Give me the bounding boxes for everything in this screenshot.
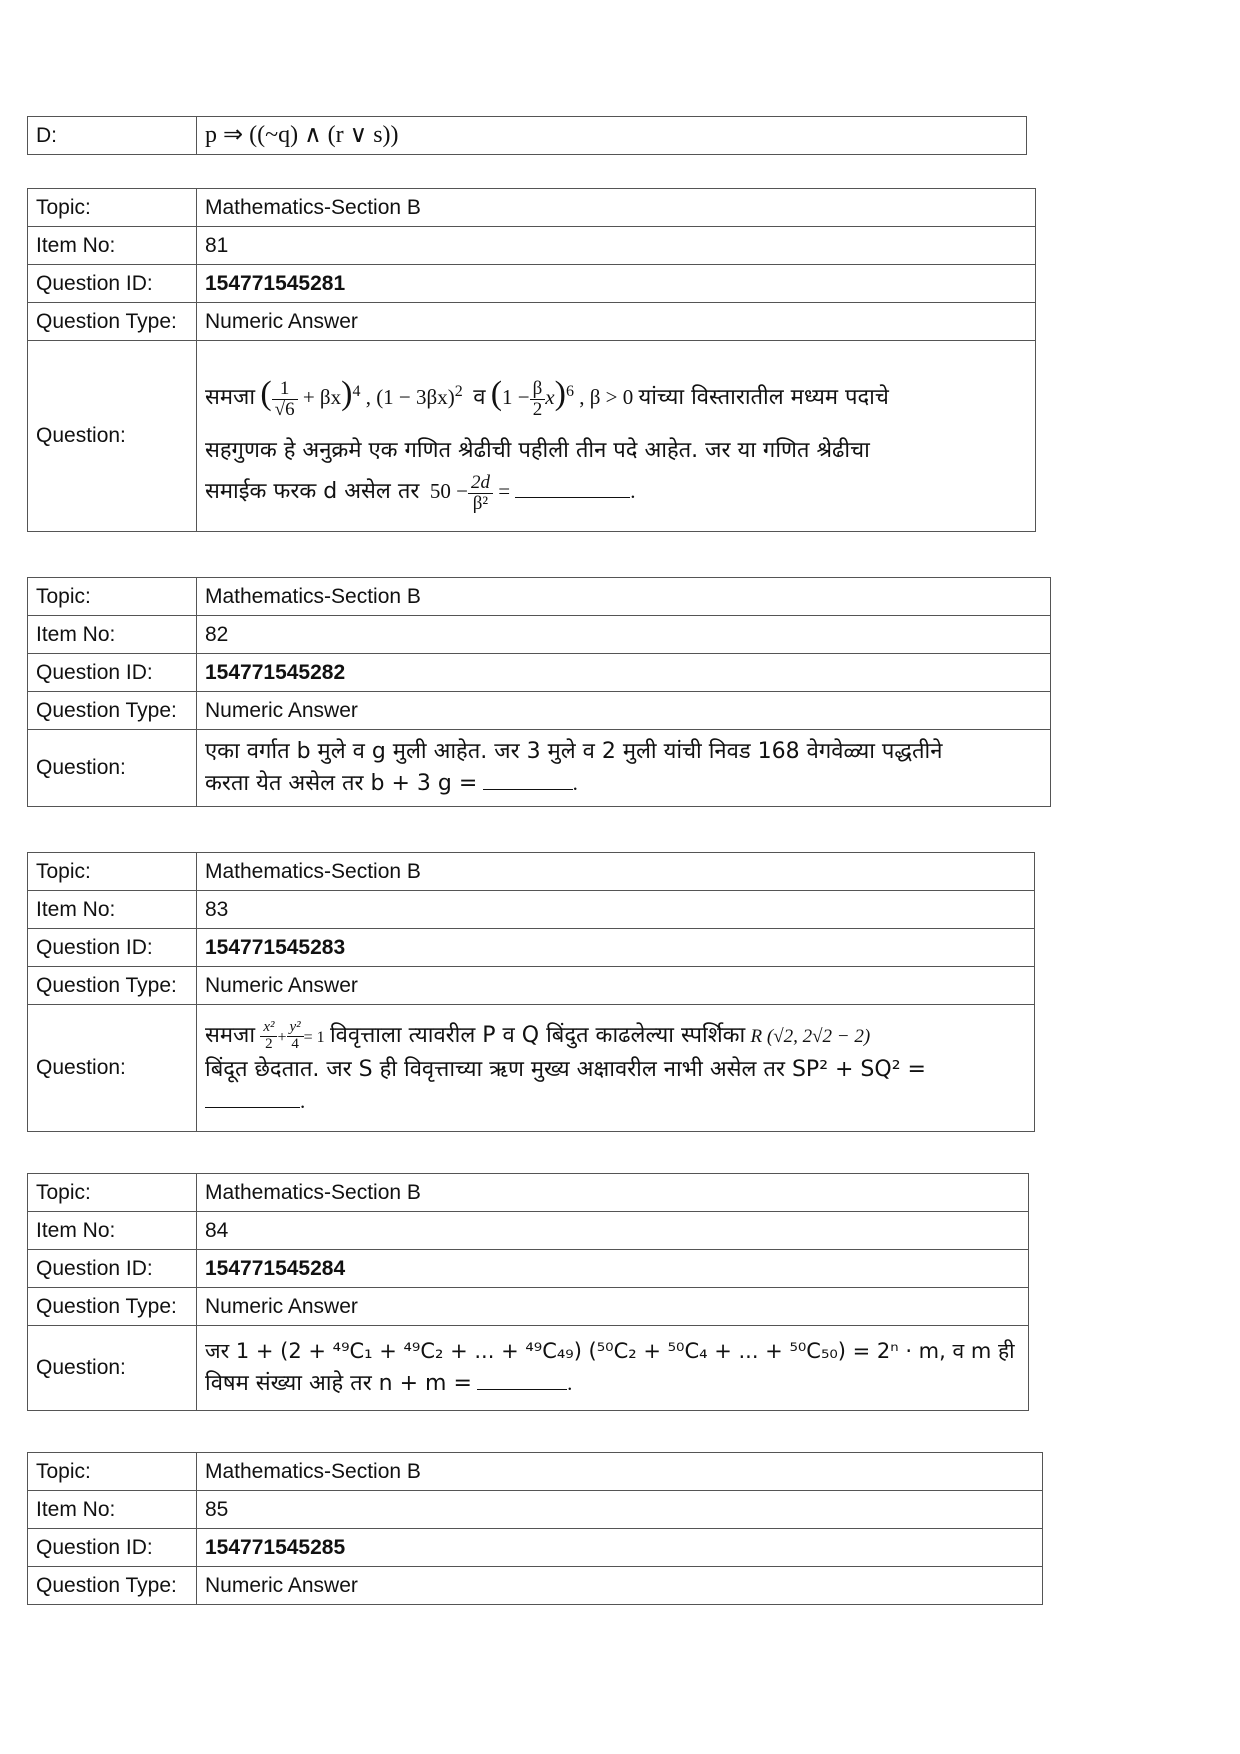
q81-text3: समाईक फरक d असेल तर (205, 479, 420, 505)
item-no-value: 82 (197, 616, 1051, 654)
topic-value: Mathematics-Section B (197, 189, 1036, 227)
topic-label: Topic: (28, 189, 197, 227)
q81-word: समजा (205, 385, 256, 411)
option-d-value: p ⇒ ((~q) ∧ (r ∨ s)) (197, 117, 1027, 155)
item-no-value: 81 (197, 227, 1036, 265)
question-type-value: Numeric Answer (197, 967, 1035, 1005)
question-type-row (28, 1567, 1043, 1605)
item-no-label: Item No: (28, 227, 197, 265)
q81-exp2: 2 (454, 383, 463, 401)
question-id-row (28, 265, 1036, 303)
q83-period: . (300, 1088, 306, 1113)
question-id-value: 154771545284 (197, 1250, 1029, 1288)
question-id-value: 154771545281 (197, 265, 1036, 303)
question-label: Question: (28, 730, 197, 807)
answer-blank (205, 1107, 300, 1108)
question-id-value: 154771545282 (197, 654, 1051, 692)
q81-exp3: 6 (565, 383, 574, 401)
q81-frac-2 (530, 379, 546, 420)
option-d-label: D: (28, 117, 197, 155)
item-no-row (28, 616, 1051, 654)
q81-exp1: 4 (352, 383, 361, 401)
topic-label: Topic: (28, 578, 197, 616)
question-type-row (28, 303, 1036, 341)
question-text: समजा ( $\frac{1}{√6}$ + βx)$^4$ , $(1 - 3\beta x)^2$ व (1 − $\frac{\beta}{2}$ x)$^6$ , β > 0 यांच्या विस्तारातील मध्यम पदाचे सहगुणक हे अनुक्रमे एक गणित श्रेढीची पहीली तीन पदे आहेत. जर या गणित श्रेढीचा समाईक फरक d असेल तर 50 − $\frac{2d}{\text{β²}}$ = . (197, 341, 1036, 532)
question-label: Question: (28, 341, 197, 532)
question-type-label: Question Type: (28, 1567, 197, 1605)
q81-frac1-num: 1 (272, 379, 298, 400)
topic-value: Mathematics-Section B (197, 1174, 1029, 1212)
question-id-row (28, 1250, 1029, 1288)
q82-text2: करता येत असेल तर b + 3 g = (205, 771, 478, 796)
question-label: Question: (28, 1005, 197, 1132)
question-type-label: Question Type: (28, 967, 197, 1005)
q83-frac1-num: x² (260, 1020, 277, 1037)
question-id-value: 154771545285 (197, 1529, 1043, 1567)
question-type-value: Numeric Answer (197, 692, 1051, 730)
q81-frac2-num: β (530, 379, 546, 400)
question-type-value: Numeric Answer (197, 303, 1036, 341)
q83-frac2-num: y² (287, 1020, 304, 1037)
topic-row (28, 1174, 1029, 1212)
q81-term3a: 1 − (502, 385, 530, 410)
item-no-label: Item No: (28, 891, 197, 929)
q81-frac-1 (272, 379, 298, 420)
q84-text2: विषम संख्या आहे तर n + m = (205, 1371, 472, 1397)
q84-text1: जर 1 + (2 + ⁴⁹C₁ + ⁴⁹C₂ + ... + ⁴⁹C₄₉) (⁵⁰C₂ + ⁵⁰C₄ + ... + ⁵⁰C₅₀) = 2ⁿ · m, व m ही (205, 1338, 1015, 1363)
q81-and: व (473, 385, 486, 411)
q83-word: समजा (205, 1022, 256, 1048)
item-no-row (28, 1212, 1029, 1250)
question-type-row (28, 1288, 1029, 1326)
question-type-label: Question Type: (28, 303, 197, 341)
question-row (28, 341, 1036, 532)
question-type-label: Question Type: (28, 1288, 197, 1326)
item-no-row (28, 227, 1036, 265)
question-id-value: 154771545283 (197, 929, 1035, 967)
question-id-row (28, 929, 1035, 967)
q81-term2: , (1 − 3βx) (365, 385, 455, 410)
q81-cond: , β > 0 (579, 385, 634, 410)
q83-frac-1 (260, 1020, 277, 1053)
q82-period: . (572, 771, 578, 795)
question-id-label: Question ID: (28, 929, 197, 967)
topic-row (28, 189, 1036, 227)
topic-value: Mathematics-Section B (197, 853, 1035, 891)
question-label: Question: (28, 1326, 197, 1411)
answer-blank (515, 497, 630, 498)
question-text (197, 1005, 1035, 1132)
q81-frac2-den: 2 (532, 398, 543, 420)
question-table-85 (27, 1452, 1043, 1605)
topic-row (28, 578, 1051, 616)
answer-blank (477, 1389, 567, 1390)
topic-value: Mathematics-Section B (197, 578, 1051, 616)
topic-label: Topic: (28, 853, 197, 891)
q83-frac-2 (287, 1020, 304, 1053)
option-d-table (27, 116, 1027, 155)
item-no-value: 84 (197, 1212, 1029, 1250)
q81-text2: सहगुणक हे अनुक्रमे एक गणित श्रेढीची पहीली तीन पदे आहेत. जर या गणित श्रेढीचा (205, 438, 870, 464)
question-text (197, 1326, 1029, 1411)
topic-label: Topic: (28, 1174, 197, 1212)
q83-text2: बिंदूत छेदतात. जर S ही विवृत्ताच्या ऋण मुख्य अक्षावरील नाभी असेल तर SP² + SQ² = (205, 1056, 926, 1082)
question-type-label: Question Type: (28, 692, 197, 730)
q82-text1: एका वर्गात b मुले व g मुली आहेत. जर 3 मुले व 2 मुली यांची निवड 168 वेगवेळ्या पद्धतीने (205, 739, 943, 765)
q81-period: . (630, 479, 636, 504)
item-no-row (28, 1491, 1043, 1529)
q81-frac-3 (468, 473, 493, 514)
question-type-value: Numeric Answer (197, 1567, 1043, 1605)
question-row (28, 730, 1051, 807)
q83-point: R (√2, 2√2 − 2) (750, 1025, 871, 1047)
question-text (197, 730, 1051, 807)
question-row (28, 1005, 1035, 1132)
q83-plus: + (277, 1028, 287, 1046)
q81-text1: यांच्या विस्तारातील मध्यम पदाचे (638, 385, 889, 411)
question-table-82 (27, 577, 1051, 807)
question-id-label: Question ID: (28, 654, 197, 692)
question-id-label: Question ID: (28, 1250, 197, 1288)
q84-period: . (567, 1371, 573, 1396)
question-table-83 (27, 852, 1035, 1132)
question-id-row (28, 654, 1051, 692)
question-table-84 (27, 1173, 1029, 1411)
topic-value: Mathematics-Section B (197, 1453, 1043, 1491)
item-no-row (28, 891, 1035, 929)
q81-frac1-den: √6 (274, 398, 295, 420)
question-type-row (28, 692, 1051, 730)
answer-blank (483, 789, 573, 790)
q83-frac2-den: 4 (291, 1036, 299, 1053)
item-no-value: 85 (197, 1491, 1043, 1529)
q83-eq: = 1 (303, 1028, 325, 1046)
q83-text1: विवृत्ताला त्यावरील P व Q बिंदुत काढलेल्या स्पर्शिका (329, 1022, 746, 1048)
q81-term1: + βx (302, 385, 342, 410)
q81-equals: = (498, 479, 511, 504)
question-row (28, 1326, 1029, 1411)
question-table-81 (27, 188, 1036, 532)
question-type-value: Numeric Answer (197, 1288, 1029, 1326)
topic-label: Topic: (28, 1453, 197, 1491)
topic-row (28, 853, 1035, 891)
topic-row (28, 1453, 1043, 1491)
item-no-label: Item No: (28, 1491, 197, 1529)
item-no-label: Item No: (28, 616, 197, 654)
q81-x: x (545, 385, 555, 410)
q81-frac3-den: β² (472, 493, 489, 515)
option-d-row (28, 117, 1027, 155)
question-id-row (28, 1529, 1043, 1567)
item-no-label: Item No: (28, 1212, 197, 1250)
item-no-value: 83 (197, 891, 1035, 929)
question-type-row (28, 967, 1035, 1005)
q83-frac1-den: 2 (265, 1036, 273, 1053)
q81-expr1: 50 − (429, 479, 468, 504)
question-id-label: Question ID: (28, 1529, 197, 1567)
question-id-label: Question ID: (28, 265, 197, 303)
q81-frac3-num: 2d (468, 473, 493, 494)
